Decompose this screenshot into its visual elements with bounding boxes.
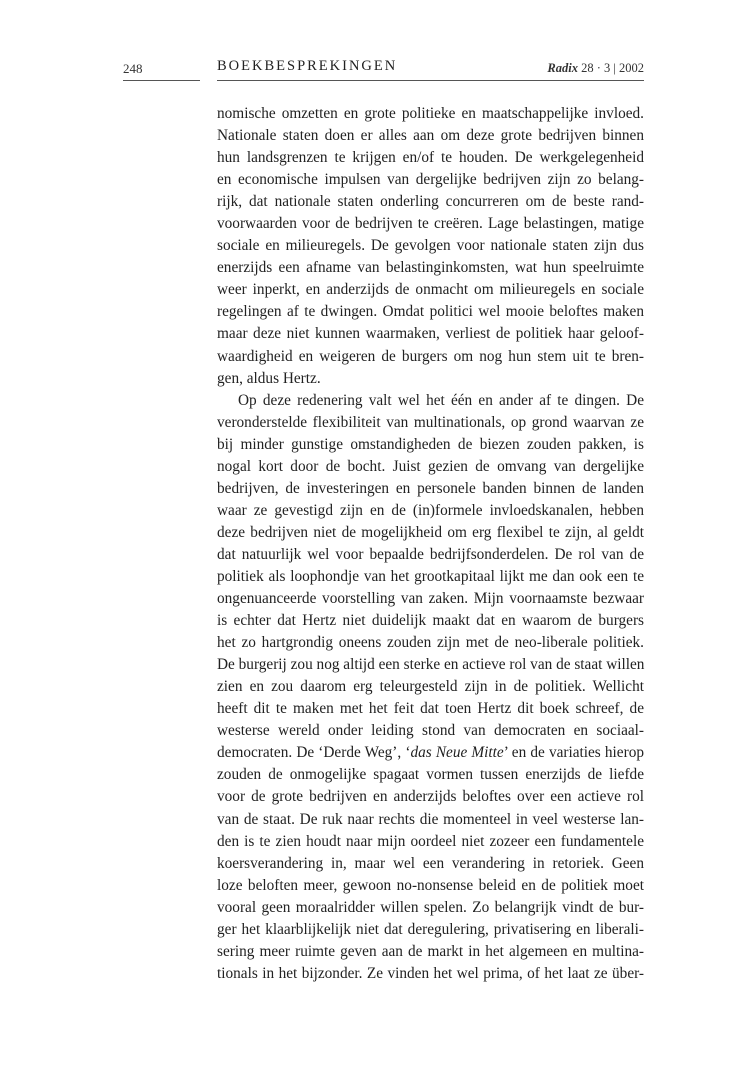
text-line: dat natuurlijk wel voor bepaalde bedrijfsonderdelen. De rol van de xyxy=(217,545,644,563)
text-line: regelingen af te dwingen. Omdat politici wel mooie beloftes maken xyxy=(217,303,644,321)
text-line xyxy=(217,742,644,764)
text-run: democraten. De ‘Derde Weg’, ‘ xyxy=(217,744,411,762)
text-line: zien en zou daarom erg teleurgesteld zijn in de politiek. Wellicht xyxy=(217,678,644,696)
journal-name: Radix xyxy=(547,61,578,75)
text-line: is echter dat Hertz niet duidelijk maakt dat en waarom de burgers xyxy=(217,612,644,630)
text-line: voor de grote bedrijven en anderzijds beloftes over een actieve rol xyxy=(217,788,644,806)
text-line: rijk, dat nationale staten onderling concurreren om de beste rand- xyxy=(217,193,644,211)
journal-issue: 28 · 3 | 2002 xyxy=(577,61,644,75)
text-line: weer inperkt, en anderzijds de onmacht om milieuregels en sociale xyxy=(217,281,644,299)
text-line: waar ze gevestigd zijn en de (in)formele invloedskanalen, hebben xyxy=(217,501,644,519)
text-line: en economische impulsen van dergelijke bedrijven zijn zo belang- xyxy=(217,171,644,189)
text-line: vooral geen moraalridder willen spelen. Zo belangrijk vindt de bur- xyxy=(217,898,644,916)
text-line: sociale en milieuregels. De gevolgen voor nationale staten zijn dus xyxy=(217,237,644,255)
text-line: ongenuanceerde voorstelling van zaken. Mijn voornaamste bezwaar xyxy=(217,590,644,608)
header-rule-right xyxy=(217,80,644,81)
text-line: koersverandering in, maar wel een verandering in retoriek. Geen xyxy=(217,854,644,872)
text-line: het zo hartgrondig oneens zouden zijn met de neo-liberale politiek. xyxy=(217,634,644,652)
text-run: ’ en de variaties hierop xyxy=(503,744,644,762)
text-line: Op deze redenering valt wel het één en ander af te dingen. De xyxy=(238,391,644,409)
text-line: den is te zien houdt naar mijn oordeel niet zozeer een fundamentele xyxy=(217,832,644,850)
text-line: nogal kort door de bocht. Juist gezien de omvang van dergelijke xyxy=(217,457,644,475)
text-line: hun landsgrenzen te krijgen en/of te houden. De werkgelegenheid xyxy=(217,149,644,167)
text-line: zouden de onmogelijke spagaat vormen tussen enerzijds de liefde xyxy=(217,766,644,784)
text-line: waardigheid en weigeren de burgers om nog hun stem uit te bren- xyxy=(217,347,644,365)
text-line: De burgerij zou nog altijd een sterke en actieve rol van de staat willen xyxy=(217,656,645,674)
text-line: van de staat. De ruk naar rechts die momenteel in veel westerse lan- xyxy=(217,810,644,828)
text-line: voorwaarden voor de bedrijven te creëren. Lage belastingen, matige xyxy=(217,215,644,233)
page-number: 248 xyxy=(123,61,143,76)
journal-reference xyxy=(547,61,644,76)
text-line: heeft dit te maken met het feit dat toen Hertz dit boek schreef, de xyxy=(217,700,644,718)
running-head: BOEKBESPREKINGEN xyxy=(217,58,398,74)
text-line: deze bedrijven niet de mogelijkheid om erg flexibel te zijn, al geldt xyxy=(217,523,644,541)
text-line: westerse wereld onder leiding stond van democraten en sociaal- xyxy=(217,722,644,740)
body-text xyxy=(217,103,644,985)
text-line: Nationale staten doen er alles aan om deze grote bedrijven binnen xyxy=(217,127,644,145)
text-line: bedrijven, de investeringen en personele banden binnen de landen xyxy=(217,479,644,497)
text-line: tionals in het bijzonder. Ze vinden het wel prima, of het laat ze über- xyxy=(217,964,644,982)
text-line: loze beloften meer, gewoon no-nonsense beleid en de politiek moet xyxy=(217,876,644,894)
text-line: bij minder gunstige omstandigheden de biezen zouden pakken, is xyxy=(217,435,644,453)
text-line: veronderstelde flexibiliteit van multinationals, op grond waarvan ze xyxy=(217,413,644,431)
text-line: maar deze niet kunnen waarmaken, verliest de politiek haar geloof- xyxy=(217,325,644,343)
text-line: politiek als loophondje van het grootkapitaal lijkt me dan ook een te xyxy=(217,567,644,585)
text-line: nomische omzetten en grote politieke en maatschappelijke invloed. xyxy=(217,105,644,122)
text-line: ger het klaarblijkelijk niet dat deregulering, privatisering en liberali- xyxy=(217,920,644,938)
header-rule-left xyxy=(123,80,200,81)
text-line: sering meer ruimte geven aan de markt in het algemeen en multina- xyxy=(217,942,644,960)
text-line: gen, aldus Hertz. xyxy=(217,369,321,387)
emphasis-text: das Neue Mitte xyxy=(410,744,504,762)
text-line: enerzijds een afname van belastinginkomsten, wat hun speelruimte xyxy=(217,259,644,277)
